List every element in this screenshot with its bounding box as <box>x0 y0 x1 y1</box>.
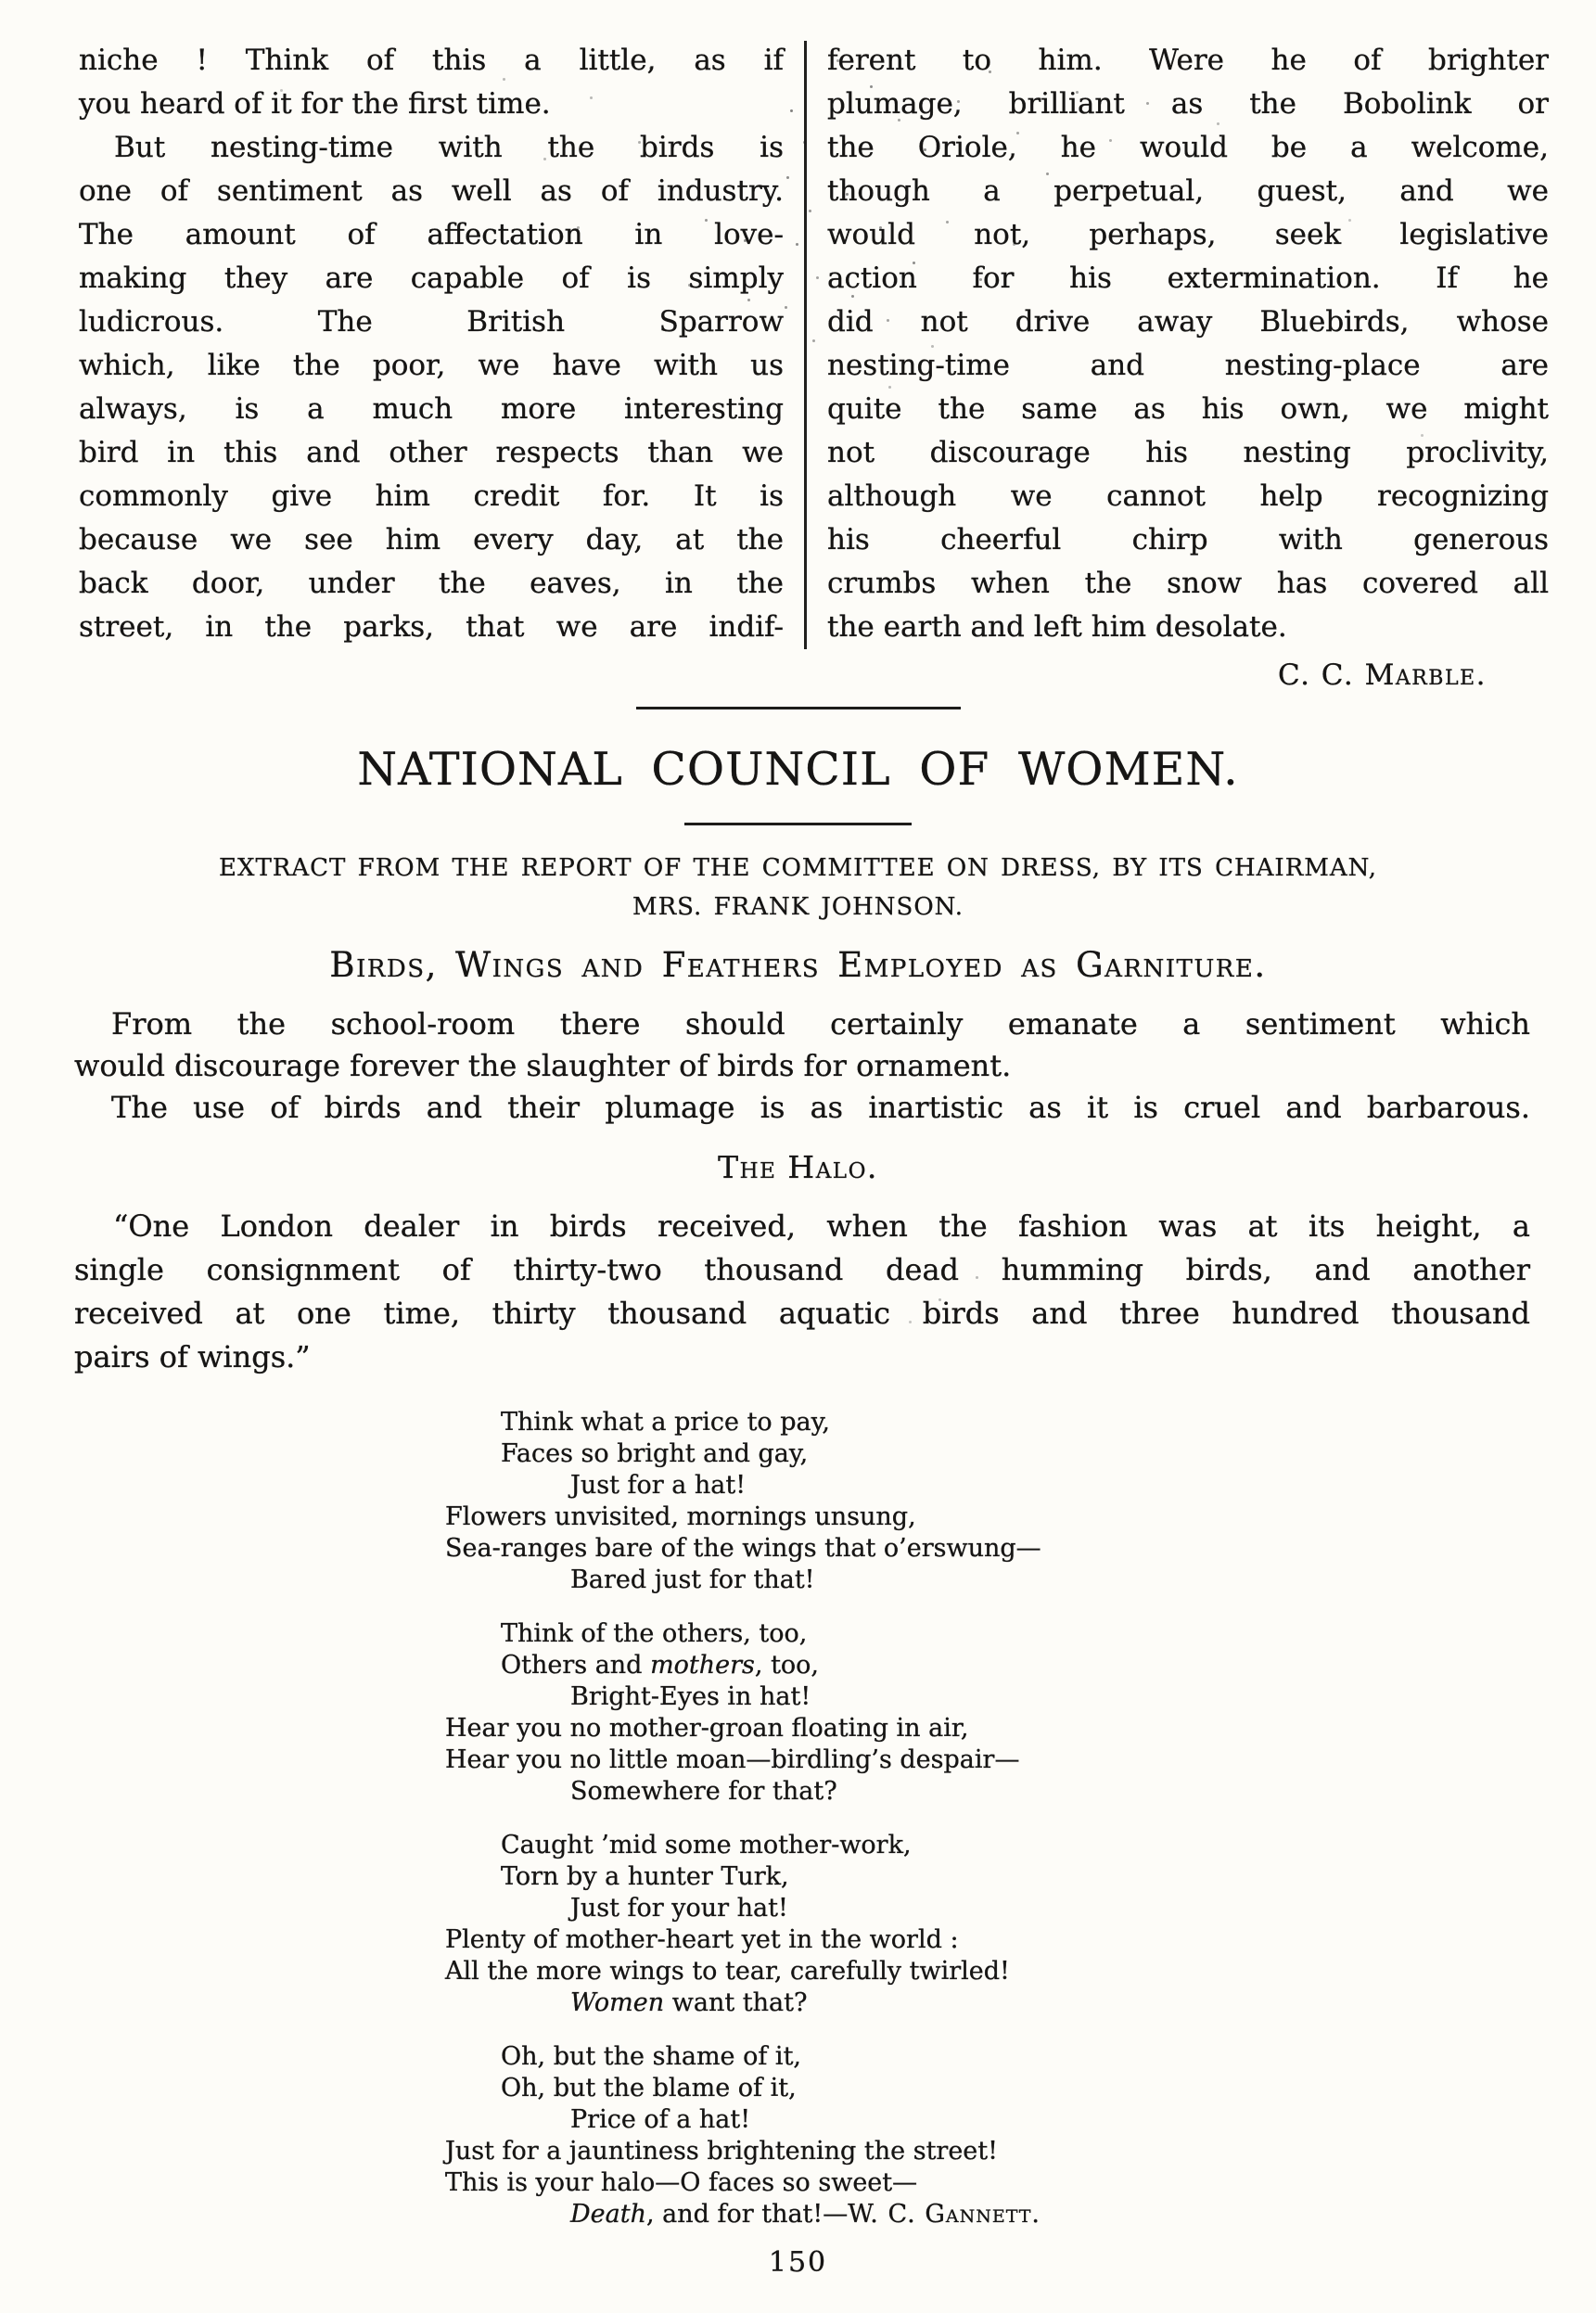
poem-text-segment: Hear you no little moan—birdling’s despair— <box>445 1745 1020 1774</box>
left-column <box>79 39 784 649</box>
poem-text-segment: Somewhere for that? <box>570 1777 837 1806</box>
text-line: the Oriole, he would be a welcome, <box>827 131 1549 164</box>
poem-stanza <box>445 2041 1596 2230</box>
text-line: quite the same as his own, we might <box>827 392 1549 426</box>
text-line: street, in the parks, that we are indif- <box>79 610 784 644</box>
poem-text-segment: All the more wings to tear, carefully twirled! <box>445 1957 1010 1986</box>
text-line: the earth and left him desolate. <box>827 610 1287 644</box>
poem-text-segment: Caught ’mid some mother-work, <box>501 1831 912 1859</box>
poem-text-segment: Bright-Eyes in hat! <box>570 1682 811 1711</box>
column-divider-rule <box>804 41 807 649</box>
quote-text-line: received at one time, thirty thousand aquatic birds and three hundred thousand <box>74 1296 1530 1331</box>
section-heading-garniture: Birds, Wings and Feathers Employed as Garniture. <box>329 945 1267 985</box>
text-line: his cheerful chirp with generous <box>827 523 1549 556</box>
poem-text-segment: Death <box>570 2200 646 2229</box>
two-column-article <box>79 39 1549 649</box>
text-line: ludicrous. The British Sparrow <box>79 305 784 339</box>
poem-stanza <box>445 1618 1596 1808</box>
poem-text-segment: Price of a hat! <box>570 2105 751 2134</box>
poem-line <box>445 1987 1596 2019</box>
poem-line <box>445 1776 1596 1808</box>
section-heading-halo: The Halo. <box>718 1149 878 1185</box>
poem-line <box>445 1618 1596 1650</box>
body-text-line: The use of birds and their plumage is as inartistic as it is cruel and barbarous. <box>111 1090 1530 1125</box>
quote-paragraph <box>74 1205 1530 1379</box>
poem-line <box>445 1744 1596 1776</box>
text-line: niche ! Think of this a little, as if <box>79 44 784 77</box>
body-text-line: would discourage forever the slaughter of birds for ornament. <box>74 1048 1012 1083</box>
poem-text-segment: Hear you no mother-groan floating in air, <box>445 1714 969 1743</box>
article-subtitle-line2: MRS. FRANK JOHNSON. <box>632 893 964 921</box>
poem-text-segment: This is your halo—O faces so sweet— <box>445 2168 918 2197</box>
scan-noise-speckles <box>0 0 3 3</box>
text-line: though a perpetual, guest, and we <box>827 174 1549 208</box>
body-paragraphs <box>74 1003 1530 1129</box>
poem-line <box>445 1956 1596 1987</box>
poem-text-segment: Think of the others, too, <box>501 1619 808 1648</box>
poem-attribution: W. C. Gannett. <box>848 2200 1041 2229</box>
text-line: crumbs when the snow has covered all <box>827 567 1549 600</box>
poem-text-segment: Just for a jauntiness brightening the street! <box>445 2137 998 2166</box>
poem-text-segment: , too, <box>754 1651 820 1680</box>
poem-stanza <box>445 1830 1596 2019</box>
poem-text-segment: , and for that!— <box>645 2200 849 2229</box>
text-line: The amount of affectation in love- <box>79 218 784 251</box>
poem-text-segment: mothers <box>650 1651 755 1680</box>
quote-text-line: “One London dealer in birds received, when the fashion was at its height, a <box>113 1208 1530 1244</box>
poem-text-segment: Sea-ranges bare of the wings that o’erswung— <box>445 1534 1041 1563</box>
text-line: one of sentiment as well as of industry. <box>79 174 784 208</box>
poem-line <box>445 2167 1596 2199</box>
poem-line <box>445 2136 1596 2167</box>
text-line: ferent to him. Were he of brighter <box>827 44 1549 77</box>
text-line: nesting-time and nesting-place are <box>827 349 1549 382</box>
poem-line <box>445 1470 1596 1502</box>
text-line: would not, perhaps, seek legislative <box>827 218 1549 251</box>
text-line: back door, under the eaves, in the <box>79 567 784 600</box>
text-line: always, is a much more interesting <box>79 392 784 426</box>
poem-line <box>445 2104 1596 2136</box>
poem-line <box>445 1565 1596 1596</box>
poem-text-segment: Oh, but the blame of it, <box>501 2074 797 2102</box>
text-line: commonly give him credit for. It is <box>79 479 784 513</box>
page-number: 150 <box>768 2246 828 2279</box>
poem-line <box>445 2073 1596 2104</box>
poem-text-segment: Just for a hat! <box>570 1471 747 1500</box>
poem-line <box>445 1830 1596 1861</box>
poem-text-segment: Flowers unvisited, mornings unsung, <box>445 1502 916 1531</box>
poem-text-segment: Plenty of mother-heart yet in the world : <box>445 1925 959 1954</box>
section-divider-rule <box>636 707 961 709</box>
poem-text-segment: Others and <box>501 1651 651 1680</box>
poem-text-segment: Think what a price to pay, <box>501 1408 830 1437</box>
article-title: NATIONAL COUNCIL OF WOMEN. <box>357 743 1239 796</box>
poem-line <box>445 1861 1596 1893</box>
poem-line <box>445 2199 1596 2230</box>
poem-line <box>445 1650 1596 1681</box>
text-line: you heard of it for the first time. <box>79 87 551 121</box>
poem-line <box>445 2041 1596 2073</box>
poem-line <box>445 1438 1596 1470</box>
poem-text-segment: Bared just for that! <box>570 1565 815 1594</box>
text-line: not discourage his nesting proclivity, <box>827 436 1549 469</box>
text-line: making they are capable of is simply <box>79 262 784 295</box>
text-line: because we see him every day, at the <box>79 523 784 556</box>
body-text-line: From the school-room there should certainly emanate a sentiment which <box>111 1006 1530 1041</box>
poem-text-segment: want that? <box>664 1988 808 2017</box>
text-line: But nesting-time with the birds is <box>114 131 784 164</box>
quote-text-line: pairs of wings.” <box>74 1339 311 1374</box>
poem-text-segment: Oh, but the shame of it, <box>501 2042 801 2071</box>
text-line: did not drive away Bluebirds, whose <box>827 305 1549 339</box>
poem <box>445 1407 1596 2230</box>
text-line: plumage, brilliant as the Bobolink or <box>827 87 1549 121</box>
poem-text-segment: Just for your hat! <box>570 1894 788 1923</box>
poem-line <box>445 1893 1596 1924</box>
poem-text-segment: Faces so bright and gay, <box>501 1439 809 1468</box>
poem-line <box>445 1713 1596 1744</box>
quote-text-line: single consignment of thirty-two thousand dead humming birds, and another <box>74 1252 1530 1287</box>
poem-text-segment: Torn by a hunter Turk, <box>501 1862 789 1891</box>
article-subtitle-line1: EXTRACT FROM THE REPORT OF THE COMMITTEE ON DRESS, BY ITS CHAIRMAN, <box>218 854 1378 882</box>
text-line: bird in this and other respects than we <box>79 436 784 469</box>
text-line: action for his extermination. If he <box>827 262 1549 295</box>
poem-line <box>445 1533 1596 1565</box>
poem-stanza <box>445 1407 1596 1596</box>
poem-line <box>445 1924 1596 1956</box>
title-divider-rule <box>684 823 912 825</box>
right-column <box>827 39 1549 649</box>
poem-text-segment: Women <box>570 1988 665 2017</box>
article-signature: C. C. Marble. <box>1277 658 1487 692</box>
poem-line <box>445 1502 1596 1533</box>
text-line: although we cannot help recognizing <box>827 479 1549 513</box>
text-line: which, like the poor, we have with us <box>79 349 784 382</box>
poem-line <box>445 1407 1596 1438</box>
poem-line <box>445 1681 1596 1713</box>
